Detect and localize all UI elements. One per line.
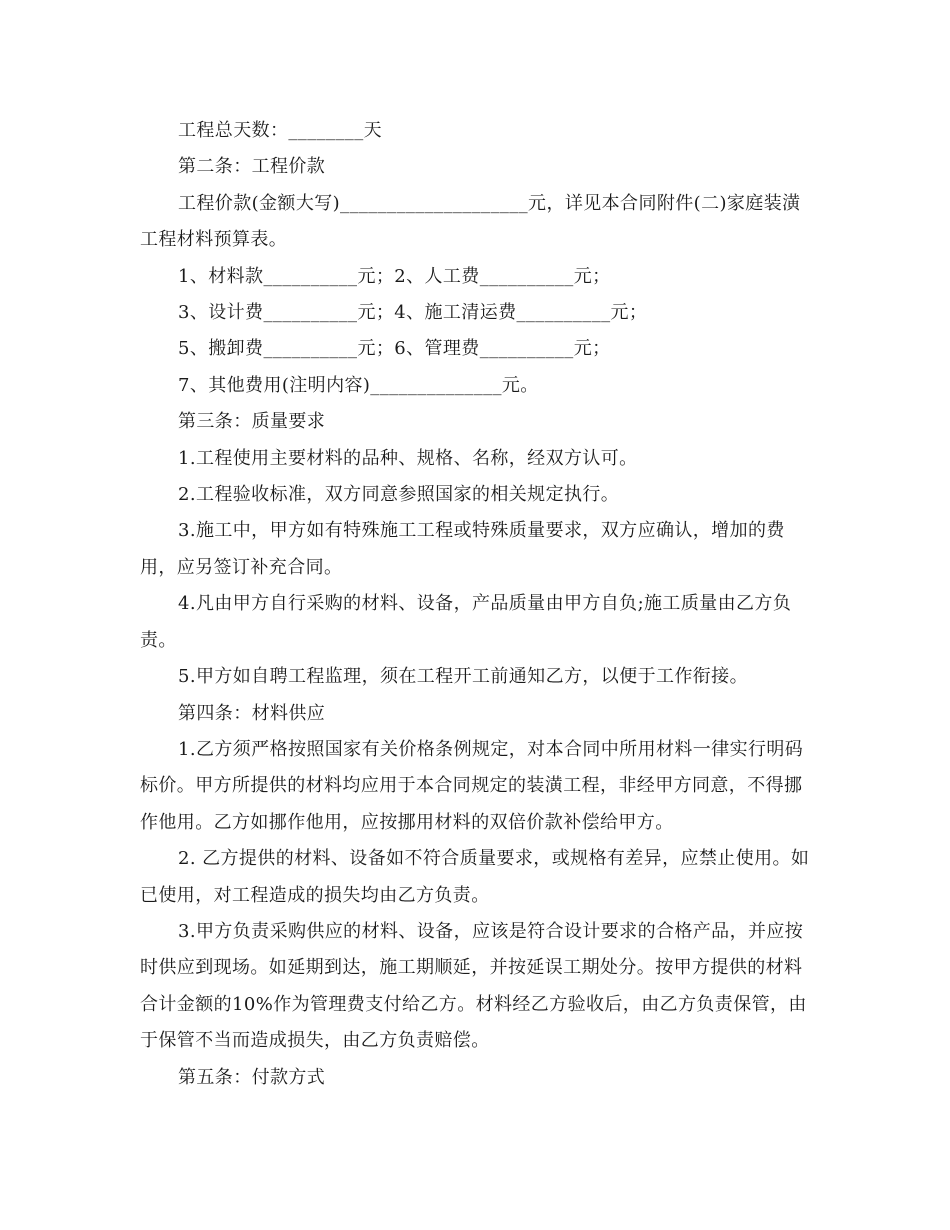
article-4-heading: 第四条：材料供应 [178,702,326,724]
quality-item-3: 3.施工中，甲方如有特殊施工工程或特殊质量要求，双方应确认，增加的费用，应另签订补充合同。 [140,520,785,578]
total-days-line: 工程总天数：________天 [178,120,382,141]
quality-item-4: 4.凡由甲方自行采购的材料、设备，产品质量由甲方自负;施工质量由乙方负责。 [140,593,792,651]
fee-line-1: 1、材料款__________元；2、人工费__________元； [178,265,611,287]
fee-line-4: 7、其他费用(注明内容)______________元。 [178,374,539,396]
project-price-clause: 工程价款(金额大写)____________________元，详见本合同附件(二)家庭装潢工程材料预算表。 [140,192,801,251]
article-5-heading: 第五条：付款方式 [178,1066,326,1088]
article-2-heading: 第二条：工程价款 [178,156,326,178]
supply-item-2: 2. 乙方提供的材料、设备如不符合质量要求，或规格有差异，应禁止使用。如已使用，对工程造成的损失均由乙方负责。 [140,848,810,906]
article-3-heading: 第三条：质量要求 [178,411,326,433]
quality-item-2: 2.工程验收标准，双方同意参照国家的相关规定执行。 [178,484,620,506]
fee-line-2: 3、设计费__________元；4、施工清运费__________元； [178,302,648,324]
quality-item-1: 1.工程使用主要材料的品种、规格、名称，经双方认可。 [178,447,638,469]
supply-item-1: 1.乙方须严格按照国家有关价格条例规定，对本合同中所用材料一律实行明码标价。甲方所提供的材料均应用于本合同规定的装潢工程，非经甲方同意，不得挪作他用。乙方如挪作他用，应按挪用材料的双倍价款补偿给甲方。 [140,738,804,833]
document-page [140,113,812,1096]
quality-item-5: 5.甲方如自聘工程监理，须在工程开工前通知乙方，以便于工作衔接。 [178,666,748,688]
fee-line-3: 5、搬卸费__________元；6、管理费__________元； [178,338,611,360]
supply-item-3: 3.甲方负责采购供应的材料、设备，应该是符合设计要求的合格产品，并应按时供应到现场。如延期到达，施工期顺延，并按延误工期处分。按甲方提供的材料合计金额的10%作为管理费支付给乙方。材料经乙方验收后，由乙方负责保管，由于保管不当而造成损失，由乙方负责赔偿。 [140,920,807,1052]
